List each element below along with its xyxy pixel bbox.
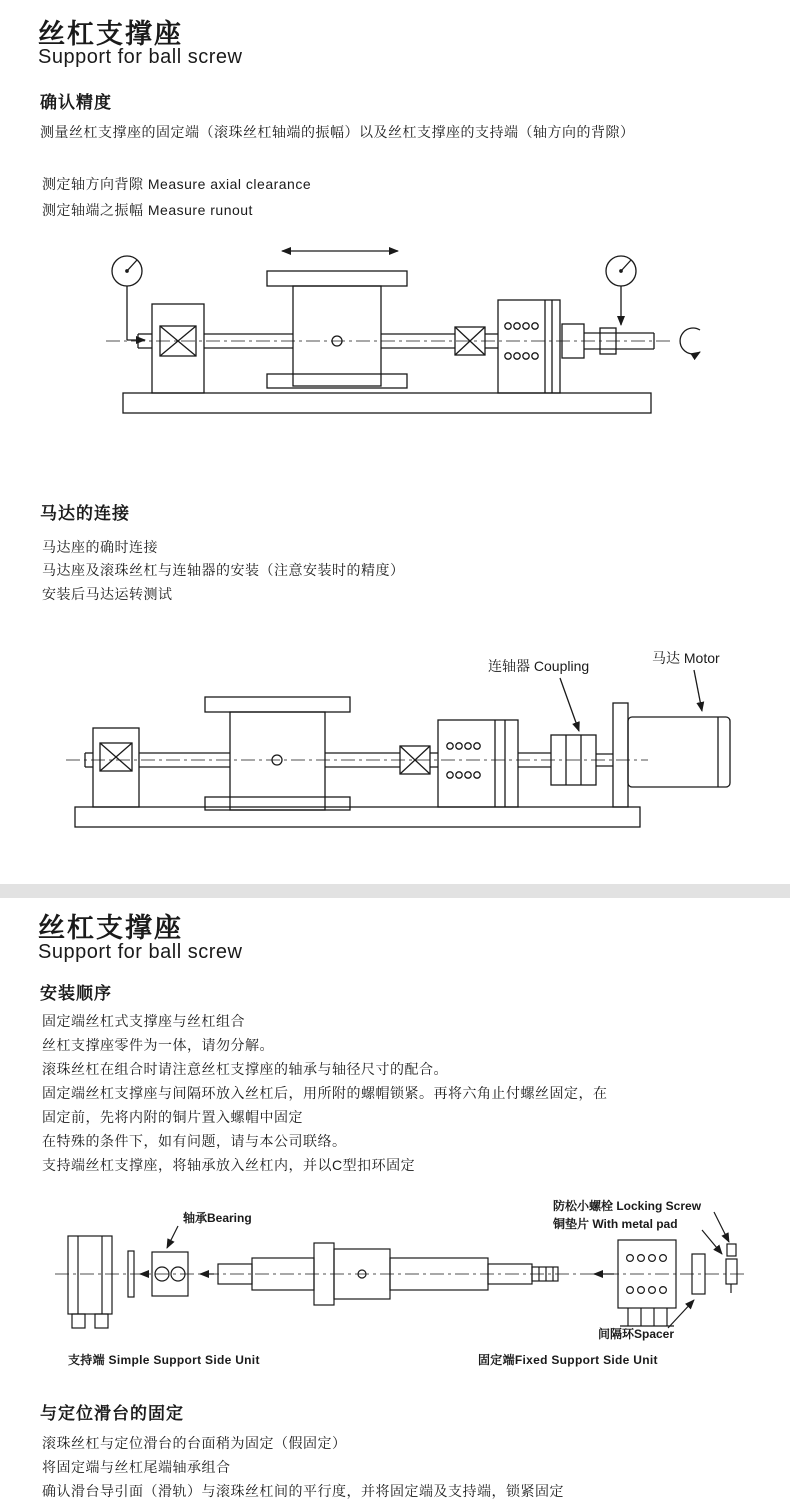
assembly-line: 固定前，先将内附的铜片置入螺帽中固定 (42, 1109, 303, 1125)
coupling-label: 连轴器 Coupling (488, 658, 590, 674)
motor-line: 马达座及滚珠丝杠与连轴器的安装（注意安装时的精度） (42, 562, 405, 578)
section-heading-assembly: 安装顺序 (40, 984, 112, 1003)
accuracy-paragraph: 测量丝杠支撑座的固定端（滚珠丝杠轴端的振幅）以及丝杠支撑座的支持端（轴方向的背隙） (40, 124, 635, 140)
locking-screw-part (726, 1244, 737, 1293)
fixed-side-unit (618, 1240, 676, 1326)
section-heading-motor: 马达的连接 (40, 504, 130, 523)
fixing-line: 确认滑台导引面（滑轨）与滚珠丝杠间的平行度，并将固定端及支持端，锁紧固定 (42, 1483, 564, 1499)
section-heading-accuracy: 确认精度 (40, 93, 112, 112)
section-heading-fixing: 与定位滑台的固定 (40, 1404, 184, 1423)
diagram-exploded-assembly (0, 1196, 790, 1346)
metal-pad-leader (702, 1230, 722, 1254)
page-subtitle-2: Support for ball screw (38, 941, 243, 963)
fixed-side-unit (438, 720, 518, 807)
metal-pad-label: 铜垫片 With metal pad (553, 1217, 678, 1231)
assembly-line: 丝杠支撑座零件为一体，请勿分解。 (42, 1037, 274, 1053)
measure-axial-line: 测定轴方向背隙 Measure axial clearance (42, 176, 312, 192)
base-plate (123, 393, 651, 413)
support-side-unit (138, 304, 204, 393)
assembly-line: 固定端丝杠支撑座与间隔环放入丝杠后，用所附的螺帽锁紧。再将六角止付螺丝固定，在 (42, 1085, 608, 1101)
nut-carriage (267, 271, 407, 388)
assembly-line: 支持端丝杠支撑座，将轴承放入丝杠内，并以C型扣环固定 (42, 1157, 416, 1173)
rotation-arrow (680, 328, 700, 354)
dial-gauge-left-icon (112, 256, 145, 340)
motor-label: 马达 Motor (652, 650, 720, 666)
diagram-motor-connection (0, 645, 790, 850)
motor-line: 马达座的确时连接 (42, 539, 158, 555)
coupling-leader (560, 678, 579, 731)
assembly-line: 在特殊的条件下，如有问题，请与本公司联络。 (42, 1133, 347, 1149)
diagram-measurement (0, 238, 790, 438)
page-title: 丝杠支撑座 (38, 19, 183, 49)
fixing-line: 滚珠丝杠与定位滑台的台面稍为固定（假固定） (42, 1435, 347, 1451)
page-divider (0, 884, 790, 898)
bearing-label: 轴承Bearing (183, 1211, 252, 1225)
bearing-leader (167, 1226, 178, 1248)
support-side-caption: 支持端 Simple Support Side Unit (68, 1353, 260, 1367)
spacer-leader (668, 1300, 694, 1328)
base-plate (75, 807, 640, 827)
measure-runout-line: 测定轴端之振幅 Measure runout (42, 202, 253, 218)
support-side-unit (85, 728, 139, 807)
motor-part (596, 703, 730, 807)
page-title-2: 丝杠支撑座 (38, 913, 183, 943)
fixed-side-caption: 固定端Fixed Support Side Unit (478, 1353, 658, 1367)
motor-line: 安装后马达运转测试 (42, 586, 173, 602)
fixing-line: 将固定端与丝杠尾端轴承组合 (42, 1459, 231, 1475)
dial-gauge-right-icon (606, 256, 636, 325)
support-side-unit (68, 1236, 112, 1328)
locking-screw-label: 防松小螺栓 Locking Screw (553, 1199, 702, 1213)
spacer-label: 间隔环Spacer (598, 1327, 675, 1341)
fixed-side-unit (498, 300, 560, 393)
locking-screw-leader (714, 1212, 729, 1242)
assembly-line: 固定端丝杠式支撑座与丝杠组合 (42, 1013, 245, 1029)
motor-leader (694, 670, 702, 711)
page-subtitle: Support for ball screw (38, 46, 243, 68)
assembly-line: 滚珠丝杠在组合时请注意丝杠支撑座的轴承与轴径尺寸的配合。 (42, 1061, 448, 1077)
